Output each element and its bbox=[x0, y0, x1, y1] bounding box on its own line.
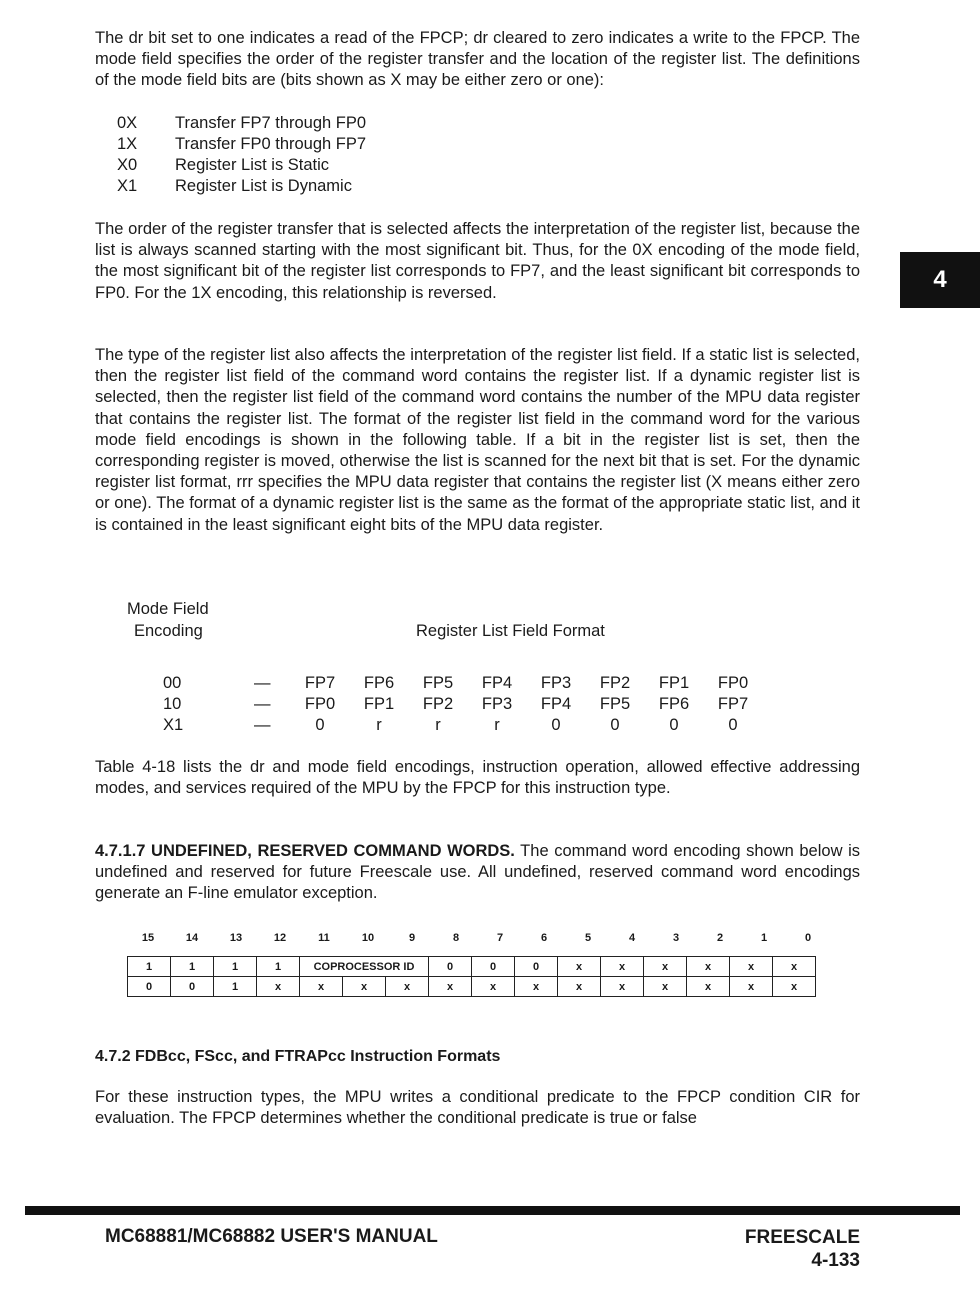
bit-number: 9 bbox=[408, 932, 416, 944]
section-heading: 4.7.1.7 UNDEFINED, RESERVED COMMAND WORDS. bbox=[95, 842, 515, 860]
bit-cell: 1 bbox=[214, 957, 257, 977]
footer-brand: FREESCALE bbox=[744, 1227, 860, 1248]
section-body: The command word encoding shown below is undefined and reserved for future Freescale use. All undefined, reserved command word encodings generate an F-line emulator exception. bbox=[95, 842, 860, 903]
bit-cell: x bbox=[558, 957, 601, 977]
bit-cell: 0 bbox=[515, 957, 558, 977]
paragraph-conditional-predicate: For these instruction types, the MPU writes a conditional predicate to the FPCP condition CIR for evaluation. The FPCP determines whether the conditional predicate is true or false bbox=[95, 1088, 860, 1128]
paragraph-table-reference: Table 4-18 lists the dr and mode field encodings, instruction operation, allowed effective addressing modes, and services required of the MPU by the FPCP for this instruction type. bbox=[95, 758, 860, 798]
bit-number: 2 bbox=[716, 932, 724, 944]
bit-number: 11 bbox=[318, 932, 330, 944]
bit-cell: x bbox=[644, 957, 687, 977]
bit-cell: 0 bbox=[429, 957, 472, 977]
bit-number: 7 bbox=[496, 932, 504, 944]
bit-cell: 1 bbox=[128, 957, 171, 977]
page-number: 4-133 bbox=[811, 1250, 860, 1271]
footer-brand-page bbox=[745, 1226, 860, 1272]
column-header-encoding: Encoding bbox=[134, 622, 203, 640]
bit-cell: 1 bbox=[171, 957, 214, 977]
bit-number: 12 bbox=[273, 932, 287, 944]
bit-cell: x bbox=[515, 977, 558, 997]
bit-cell: x bbox=[687, 957, 730, 977]
paragraph-register-list-type: The type of the register list also affects the interpretation of the register list field. If a static list is selected, then the register list field of the command word contains the register list. If a dynamic register list is selected, then the register list field of the command word contains the number of the MPU data register that contains the register list. The format of the register list field in the command word for the various mode field encodings is shown in the following table. If a bit in the register list is set, then the corresponding register is moved, otherwise the list is scanned for the next bit that is set. For the dynamic register list format, rrr specifies the MPU data register that contains the register list (X means either zero or one). The format of a dynamic register list is the same as the format of the appropriate static list, and it is contained in the least significant eight bits of the MPU data register. bbox=[95, 346, 860, 534]
bit-number: 6 bbox=[540, 932, 548, 944]
bit-number: 0 bbox=[804, 932, 812, 944]
bit-cell: x bbox=[687, 977, 730, 997]
bit-number: 3 bbox=[672, 932, 680, 944]
section-undefined-commands bbox=[95, 841, 860, 905]
column-header-format: Register List Field Format bbox=[416, 622, 605, 640]
bit-cell: x bbox=[644, 977, 687, 997]
bit-cell: 1 bbox=[214, 977, 257, 997]
bit-cell: x bbox=[429, 977, 472, 997]
bit-number: 1 bbox=[760, 932, 768, 944]
chapter-tab: 4 bbox=[900, 252, 980, 308]
bit-cell: x bbox=[730, 977, 773, 997]
list-item: 0X Transfer FP7 through FP0 bbox=[117, 114, 367, 132]
bit-cell: x bbox=[601, 957, 644, 977]
bit-cell: x bbox=[386, 977, 429, 997]
bit-number: 13 bbox=[229, 932, 243, 944]
bit-cell: x bbox=[601, 977, 644, 997]
bit-cell: x bbox=[472, 977, 515, 997]
bit-number: 4 bbox=[628, 932, 636, 944]
footer-manual-title: MC68881/MC68882 USER'S MANUAL bbox=[105, 1226, 438, 1247]
footer-rule bbox=[25, 1206, 960, 1215]
bit-number: 14 bbox=[185, 932, 199, 944]
table-row bbox=[128, 957, 816, 977]
list-item: 1X Transfer FP0 through FP7 bbox=[117, 135, 367, 153]
section-heading-472: 4.7.2 FDBcc, FScc, and FTRAPcc Instruction Formats bbox=[95, 1048, 501, 1065]
bit-number: 10 bbox=[361, 932, 375, 944]
bit-cell: x bbox=[343, 977, 386, 997]
table-row bbox=[128, 977, 816, 997]
bit-cell: 0 bbox=[171, 977, 214, 997]
coprocessor-id-cell: COPROCESSOR ID bbox=[300, 957, 429, 977]
bit-cell: x bbox=[300, 977, 343, 997]
bit-cell: 1 bbox=[257, 957, 300, 977]
bit-cell: x bbox=[558, 977, 601, 997]
bit-cell: x bbox=[773, 977, 816, 997]
list-item: X0 Register List is Static bbox=[117, 156, 330, 174]
bit-cell: x bbox=[773, 957, 816, 977]
bit-number: 15 bbox=[141, 932, 155, 944]
list-item: X1 Register List is Dynamic bbox=[117, 177, 352, 195]
bit-cell: x bbox=[730, 957, 773, 977]
paragraph-register-order: The order of the register transfer that is selected affects the interpretation of the register list, because the list is always scanned starting with the most significant bit. Thus, for the 0X encoding of the mode field, the most significant bit of the register list corresponds to FP7, and the least significant bit corresponds to FP0. For the 1X encoding, this relationship is reversed. bbox=[95, 220, 860, 302]
paragraph-dr-bit: The dr bit set to one indicates a read of the FPCP; dr cleared to zero indicates a write to the FPCP. The mode field specifies the order of the register transfer and the location of the register list. The definitions of the mode field bits are (bits shown as X may be either zero or one): bbox=[95, 29, 860, 90]
bit-number: 5 bbox=[584, 932, 592, 944]
bit-cell: 0 bbox=[472, 957, 515, 977]
bit-number: 8 bbox=[452, 932, 460, 944]
column-header-mode: Mode Field bbox=[127, 600, 209, 618]
command-word-bit-table bbox=[127, 956, 816, 997]
bit-cell: x bbox=[257, 977, 300, 997]
bit-cell: 0 bbox=[128, 977, 171, 997]
